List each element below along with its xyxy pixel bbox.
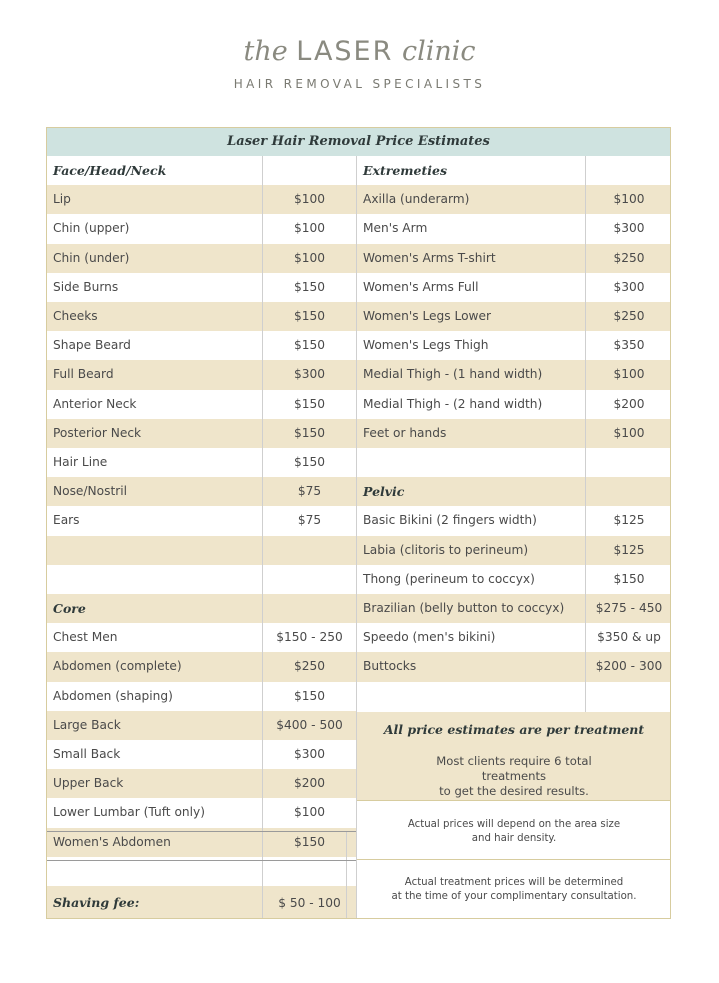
treatment-price — [263, 156, 356, 185]
table-row — [357, 682, 671, 711]
table-row — [357, 652, 671, 681]
table-row — [357, 419, 671, 448]
logo-the: the — [243, 36, 288, 67]
table-row — [46, 244, 356, 273]
table-row — [357, 360, 671, 389]
section-heading-row — [357, 156, 671, 185]
table-row — [46, 448, 356, 477]
treatment-price — [587, 477, 671, 506]
treatment-name: Speedo (men's bikini) — [363, 630, 496, 645]
table-row — [46, 302, 356, 331]
table-row — [357, 565, 671, 594]
table-row — [357, 448, 671, 477]
table-row — [46, 798, 356, 827]
table-row — [357, 390, 671, 419]
area-line-1: Actual prices will depend on the area size — [407, 819, 621, 830]
section-heading-row — [357, 477, 671, 506]
table-row — [357, 594, 671, 623]
treatment-price: $250 — [293, 659, 326, 674]
table-row — [46, 857, 356, 886]
treatment-name: Shape Beard — [53, 338, 131, 353]
treatment-price: $150 — [293, 279, 326, 294]
treatment-name: Women's Abdomen — [53, 834, 171, 849]
treatment-name: Large Back — [53, 717, 121, 732]
section-heading-row — [46, 886, 356, 919]
section-heading-row — [46, 156, 356, 185]
treatment-price: $100 — [613, 367, 645, 382]
clinic-logo — [0, 32, 719, 72]
treatment-name: Medial Thigh - (1 hand width) — [363, 367, 543, 382]
treatment-price: $100 — [293, 250, 326, 265]
price-table — [46, 127, 671, 919]
table-row — [46, 711, 356, 740]
per-treatment-heading: All price estimates are per treatment — [383, 722, 645, 737]
treatment-price: $200 - 300 — [595, 659, 663, 674]
treatment-price — [263, 857, 356, 886]
table-row — [46, 390, 356, 419]
treatment-price — [263, 536, 356, 565]
table-row — [46, 536, 356, 565]
left-price-divider — [262, 156, 263, 919]
treatment-name: Chin (under) — [53, 250, 130, 265]
treatment-price: $400 - 500 — [276, 717, 343, 732]
treatment-name: Abdomen (shaping) — [53, 688, 173, 703]
treatment-name: Chest Men — [53, 630, 118, 645]
treatment-price: $100 — [613, 425, 645, 440]
table-row — [46, 331, 356, 360]
treatment-name: Women's Legs Lower — [363, 309, 492, 323]
table-row — [357, 536, 671, 565]
section-heading: Extremeties — [363, 163, 447, 178]
treatment-price: $150 - 250 — [276, 630, 343, 645]
treatment-price: $275 - 450 — [595, 601, 663, 615]
consult-line-2: at the time of your complimentary consultation. — [391, 891, 637, 902]
row-rule — [46, 860, 356, 861]
treatment-price: $300 — [293, 367, 326, 382]
treatment-price: $150 — [293, 396, 326, 411]
treatment-name: Thong (perineum to coccyx) — [363, 571, 535, 586]
table-row — [46, 273, 356, 302]
treatment-name: Full Beard — [53, 367, 114, 382]
treatment-price: $150 — [293, 425, 326, 440]
table-row — [357, 506, 671, 535]
left-edge-divider — [346, 831, 347, 919]
table-title: Laser Hair Removal Price Estimates — [46, 127, 671, 156]
treatment-name: Nose/Nostril — [53, 484, 128, 499]
treatment-price: $100 — [293, 221, 326, 236]
treatment-name: Labia (clitoris to perineum) — [363, 542, 529, 557]
treatment-name: Axilla (underarm) — [363, 192, 470, 207]
consultation-note — [357, 860, 671, 919]
table-row — [46, 682, 356, 711]
row-rule — [46, 831, 356, 832]
treatments-line-2: to get the desired results. — [439, 784, 589, 798]
section-heading: Shaving fee: — [53, 895, 140, 910]
treatment-price — [587, 682, 671, 711]
treatment-price: $300 — [293, 747, 326, 761]
treatment-price: $150 — [293, 688, 326, 703]
treatment-price — [587, 156, 671, 185]
table-row — [46, 652, 356, 681]
treatment-name: Medial Thigh - (2 hand width) — [363, 396, 543, 411]
treatment-price: $350 — [613, 338, 645, 353]
treatment-price — [263, 565, 356, 594]
treatment-name: Hair Line — [53, 455, 108, 469]
table-row — [46, 506, 356, 535]
treatment-price: $250 — [613, 250, 645, 265]
table-row — [357, 331, 671, 360]
treatment-name: Cheeks — [53, 309, 98, 323]
treatment-name: Ears — [53, 513, 80, 528]
treatment-price: $350 & up — [597, 630, 661, 645]
table-row — [46, 477, 356, 506]
section-heading: Face/Head/Neck — [53, 163, 167, 178]
treatment-price — [263, 594, 356, 623]
treatment-name: Feet or hands — [363, 425, 447, 440]
tagline: HAIR REMOVAL SPECIALISTS — [233, 77, 486, 91]
treatment-price: $100 — [613, 192, 645, 207]
treatment-price: $ 50 - 100 — [278, 896, 341, 910]
treatment-price: $150 — [293, 834, 326, 849]
treatment-price: $125 — [613, 513, 645, 528]
center-divider — [356, 156, 357, 919]
table-row — [357, 214, 671, 243]
treatment-name: Chin (upper) — [53, 221, 130, 236]
treatments-line-1: Most clients require 6 total treatments — [436, 754, 592, 783]
treatment-price: $250 — [613, 309, 645, 323]
table-row — [46, 185, 356, 214]
right-price-divider — [585, 156, 586, 712]
treatment-name: Buttocks — [363, 659, 417, 674]
area-line-2: and hair density. — [471, 833, 557, 844]
treatment-price — [587, 448, 671, 477]
table-row — [46, 623, 356, 652]
section-heading: Core — [53, 601, 86, 616]
treatment-name: Small Back — [53, 747, 121, 761]
table-row — [357, 302, 671, 331]
treatment-price: $150 — [293, 455, 326, 469]
treatment-price: $125 — [613, 542, 645, 557]
treatment-name: Basic Bikini (2 fingers width) — [363, 513, 537, 528]
section-heading: Pelvic — [363, 484, 405, 500]
logo-clinic: clinic — [401, 36, 476, 67]
logo-laser: LASER — [296, 36, 394, 67]
treatment-name: Lip — [53, 192, 71, 207]
section-heading-row — [46, 594, 356, 623]
treatment-price: $100 — [293, 805, 326, 820]
treatment-price: $200 — [613, 396, 645, 411]
area-size-note — [357, 801, 671, 859]
treatment-price: $75 — [297, 484, 322, 499]
treatments-note — [404, 754, 624, 799]
treatment-name: Upper Back — [53, 776, 124, 791]
table-row — [46, 769, 356, 798]
treatment-price: $200 — [293, 776, 326, 791]
consult-line-1: Actual treatment prices will be determined — [404, 877, 624, 888]
treatment-price: $150 — [613, 571, 645, 586]
treatment-name: Women's Arms Full — [363, 279, 479, 294]
treatment-price: $150 — [293, 309, 326, 323]
treatment-name: Lower Lumbar (Tuft only) — [53, 805, 205, 820]
treatment-price: $300 — [613, 221, 645, 236]
table-row — [46, 360, 356, 389]
treatment-price: $300 — [613, 279, 645, 294]
table-row — [357, 273, 671, 302]
treatment-price: $100 — [293, 192, 326, 207]
treatment-name: Men's Arm — [363, 221, 428, 236]
treatment-name: Anterior Neck — [53, 396, 137, 411]
treatment-name: Posterior Neck — [53, 425, 142, 440]
per-treatment-note — [357, 712, 671, 800]
treatment-name: Abdomen (complete) — [53, 659, 182, 674]
treatment-name: Brazilian (belly button to coccyx) — [363, 601, 565, 615]
table-row — [46, 740, 356, 769]
treatment-name: Women's Legs Thigh — [363, 338, 489, 353]
treatment-price: $150 — [293, 338, 326, 353]
table-row — [357, 185, 671, 214]
table-row — [46, 214, 356, 243]
treatment-name: Women's Arms T-shirt — [363, 250, 496, 265]
table-row — [357, 244, 671, 273]
table-row — [357, 623, 671, 652]
treatment-name: Side Burns — [53, 279, 119, 294]
table-row — [46, 565, 356, 594]
treatment-price: $75 — [297, 513, 322, 528]
table-row — [46, 419, 356, 448]
